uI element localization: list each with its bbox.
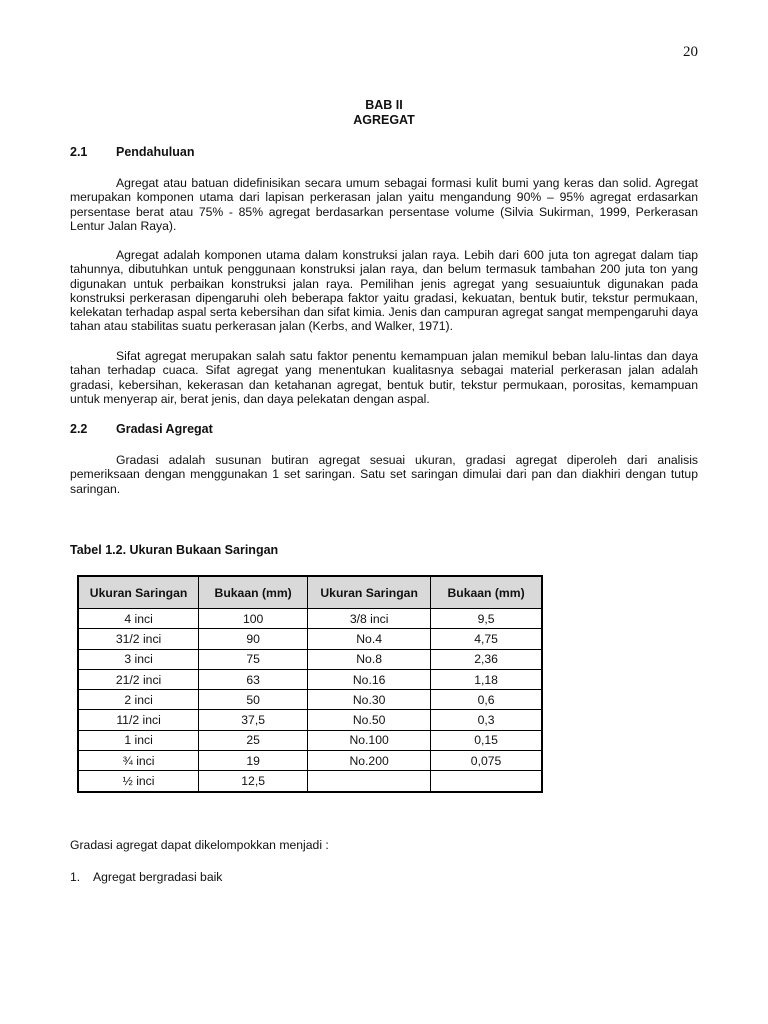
table-cell: 4,75 (431, 629, 542, 649)
list-item-text: Agregat bergradasi baik (93, 870, 223, 884)
table-cell: 31/2 inci (78, 629, 199, 649)
chapter-heading (0, 98, 768, 128)
section-heading-gradasi (70, 422, 213, 436)
paragraph: Sifat agregat merupakan salah satu faktor penentu kemampuan jalan memikul beban lalu-lintas dan daya tahan terhadap cuaca. Sifat agregat yang menentukan kualitasnya sebagai material perkerasan jalan adalah gradasi, kebersihan, kekerasan dan ketahanan agregat, bentuk butir, tekstur permukaan, porositas, kemampuan untuk menyerap air, berat jenis, dan daya pelekatan dengan aspal. (70, 349, 698, 406)
table-cell: 2 inci (78, 690, 199, 710)
table-cell: No.8 (308, 649, 431, 669)
table-cell: No.30 (308, 690, 431, 710)
table-cell: No.200 (308, 751, 431, 771)
table-row (78, 690, 542, 710)
section-heading-pendahuluan (70, 145, 194, 159)
table-cell: 37,5 (199, 710, 308, 730)
table-cell: ¾ inci (78, 751, 199, 771)
table-cell: 2,36 (431, 649, 542, 669)
table-row (78, 669, 542, 689)
table-cell: ½ inci (78, 771, 199, 792)
table-cell: 3/8 inci (308, 609, 431, 629)
list-item (70, 870, 222, 884)
table-cell: 3 inci (78, 649, 199, 669)
column-header: Ukuran Saringan (78, 576, 199, 609)
section-number: 2.2 (70, 422, 88, 436)
table-cell: 63 (199, 669, 308, 689)
table-cell (431, 771, 542, 792)
section-title: Gradasi Agregat (116, 422, 213, 436)
table-row (78, 649, 542, 669)
table-cell: 9,5 (431, 609, 542, 629)
table-row (78, 751, 542, 771)
table-cell: 1,18 (431, 669, 542, 689)
table-cell: 21/2 inci (78, 669, 199, 689)
table-cell: 50 (199, 690, 308, 710)
table-header-row (78, 576, 542, 609)
sieve-size-table (77, 575, 543, 793)
table-cell: 4 inci (78, 609, 199, 629)
table-row (78, 710, 542, 730)
table-cell: 0,6 (431, 690, 542, 710)
table-cell: No.16 (308, 669, 431, 689)
table-cell: No.100 (308, 730, 431, 750)
paragraph: Gradasi adalah susunan butiran agregat sesuai ukuran, gradasi agregat diperoleh dari analisis pemeriksaan dengan menggunakan 1 set saringan. Satu set saringan dimulai dari pan dan diakhiri dengan tutup saringan. (70, 453, 698, 496)
table-row (78, 771, 542, 792)
table-cell: 90 (199, 629, 308, 649)
section-number: 2.1 (70, 145, 88, 159)
table-cell: No.4 (308, 629, 431, 649)
chapter-label: BAB II (365, 98, 403, 112)
table-caption: Tabel 1.2. Ukuran Bukaan Saringan (70, 543, 279, 557)
paragraph: Agregat atau batuan didefinisikan secara umum sebagai formasi kulit bumi yang keras dan solid. Agregat merupakan komponen utama dari lapisan perkerasan jalan yaitu mengandung 90% – 95% agregat erdasarkan persentase berat atau 75% - 85% agregat berdasarkan persentase volume (Silvia Sukirman, 1999, Perkerasan Lentur Jalan Raya). (70, 176, 698, 233)
chapter-title: AGREGAT (353, 113, 415, 127)
table-cell: 1 inci (78, 730, 199, 750)
list-item-number: 1. (70, 870, 81, 884)
table-cell: 0,15 (431, 730, 542, 750)
table-row (78, 629, 542, 649)
table-cell: 19 (199, 751, 308, 771)
table-cell: 75 (199, 649, 308, 669)
page-number: 20 (683, 44, 698, 60)
table-row (78, 730, 542, 750)
paragraph: Agregat adalah komponen utama dalam konstruksi jalan raya. Lebih dari 600 juta ton agregat dalam tiap tahunnya, dibutuhkan untuk penggunaan konstruksi jalan raya, dan belum termasuk tambahan 200 juta ton yang digunakan untuk perbaikan konstruksi jalan raya. Pemilihan jenis agregat yang sesuaiuntuk digunakan pada konstruksi perkerasan dipengaruhi oleh beberapa faktor yaitu gradasi, kekuatan, bentuk butir, tekstur permukaan, kelekatan terhadap aspal serta kebersihan dan sifat kimia. Jenis dan campuran agregat sangat mempengaruhi daya tahan atau stabilitas suatu perkerasan jalan (Kerbs, and Walker, 1971). (70, 248, 698, 334)
table-cell: No.50 (308, 710, 431, 730)
section-title: Pendahuluan (116, 145, 195, 159)
table-cell: 0,075 (431, 751, 542, 771)
table-cell: 12,5 (199, 771, 308, 792)
table-cell: 100 (199, 609, 308, 629)
table-cell: 11/2 inci (78, 710, 199, 730)
closing-intro: Gradasi agregat dapat dikelompokkan menjadi : (70, 838, 329, 852)
table-cell: 25 (199, 730, 308, 750)
table-row (78, 609, 542, 629)
column-header: Ukuran Saringan (308, 576, 431, 609)
table-cell (308, 771, 431, 792)
column-header: Bukaan (mm) (431, 576, 542, 609)
table-cell: 0,3 (431, 710, 542, 730)
column-header: Bukaan (mm) (199, 576, 308, 609)
